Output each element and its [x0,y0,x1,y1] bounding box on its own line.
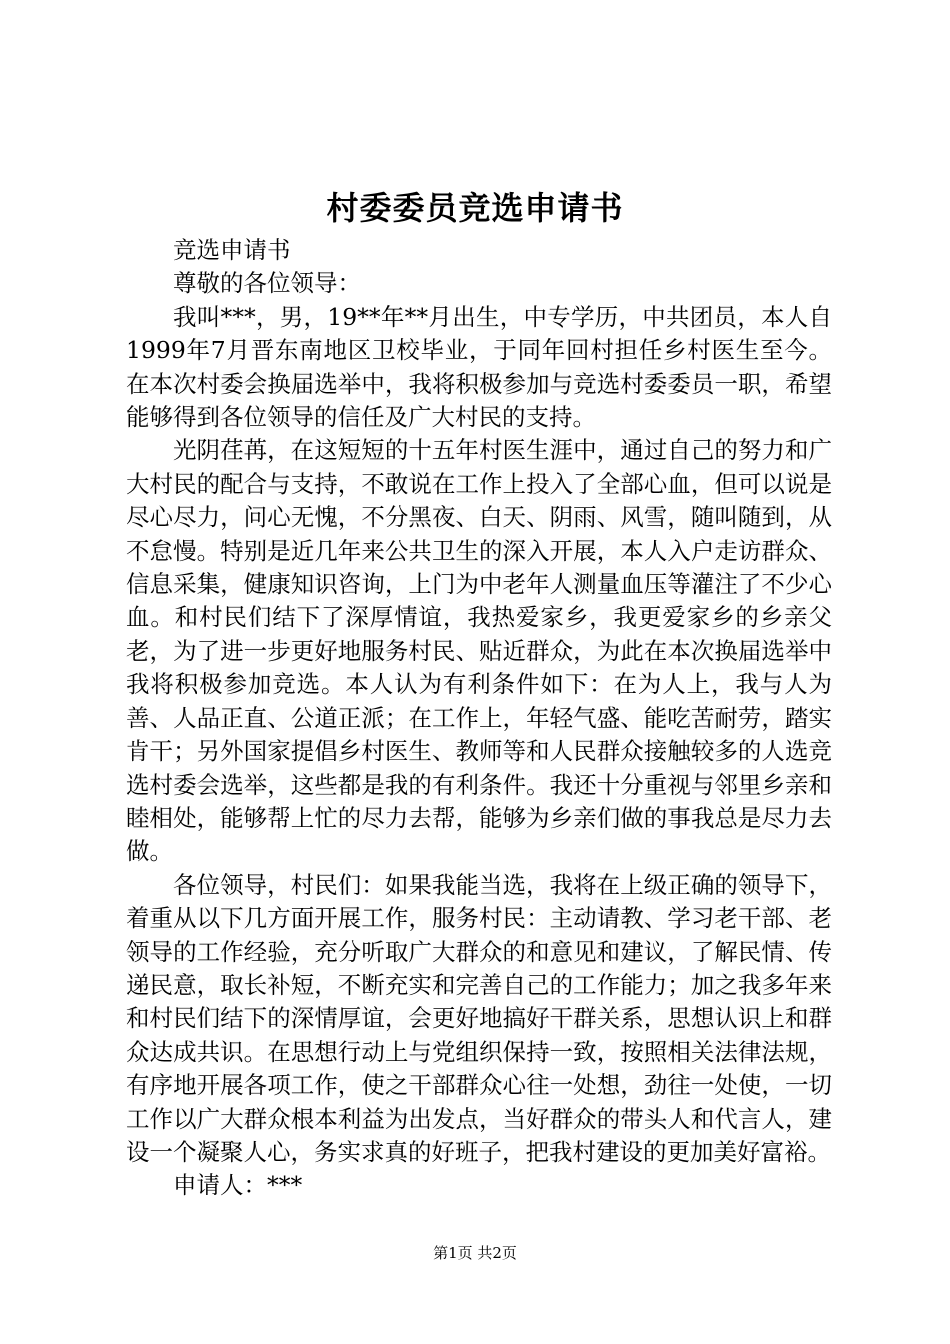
salutation: 尊敬的各位领导： [173,269,361,298]
document-title: 村委委员竞选申请书 [326,189,624,227]
page-footer: 第1页 共2页 [433,1244,517,1262]
paragraph-commitment: 各位领导，村民们：如果我能当选，我将在上级正确的领导下，着重从以下几方面开展工作，服务村民：主动请教、学习老干部、老领导的工作经验，充分听取广大群众的和意见和建议，了解民情、传递民意，取长补短，不断充实和完善自己的工作能力；加之我多年来和村民们结下的深情厚谊，会更好地搞好干群关系，思想认识上和群众达成共识。在思想行动上与党组织保持一致，按照相关法律法规，有序地开展各项工作，使之干部群众心往一处想，劲往一处使，一切工作以广大群众根本利益为出发点，当好群众的带头人和代言人，建设一个凝聚人心，务实求真的好班子，把我村建设的更加美好富裕。 [126,870,832,1166]
paragraph-experience: 光阴荏苒，在这短短的十五年村医生涯中，通过自己的努力和广大村民的配合与支持，不敢说在工作上投入了全部心血，但可以说是尽心尽力，问心无愧，不分黑夜、白天、阴雨、风雪，随叫随到，从不怠慢。特别是近几年来公共卫生的深入开展，本人入户走访群众、信息采集，健康知识咨询，上门为中老年人测量血压等灌注了不少心血。和村民们结下了深厚情谊，我热爱家乡，我更爱家乡的乡亲父老，为了进一步更好地服务村民、贴近群众，为此在本次换届选举中我将积极参加竞选。本人认为有利条件如下：在为人上，我与人为善、人品正直、公道正派；在工作上，年轻气盛、能吃苦耐劳，踏实肯干；另外国家提倡乡村医生、教师等和人民群众接触较多的人选竞选村委会选举，这些都是我的有利条件。我还十分重视与邻里乡亲和睦相处，能够帮上忙的尽力去帮，能够为乡亲们做的事我总是尽力去做。 [126,436,832,866]
document-body [126,234,832,1203]
signature-line: 申请人：*** [173,1171,303,1200]
subtitle-line: 竞选申请书 [173,236,291,264]
paragraph-introduction: 我叫***，男，19**年**月出生，中专学历，中共团员，本人自1999年7月晋东南地区卫校毕业，于同年回村担任乡村医生至今。在本次村委会换届选举中，我将积极参加与竞选村委委员一职，希望能够得到各位领导的信任及广大村民的支持。 [126,302,832,432]
